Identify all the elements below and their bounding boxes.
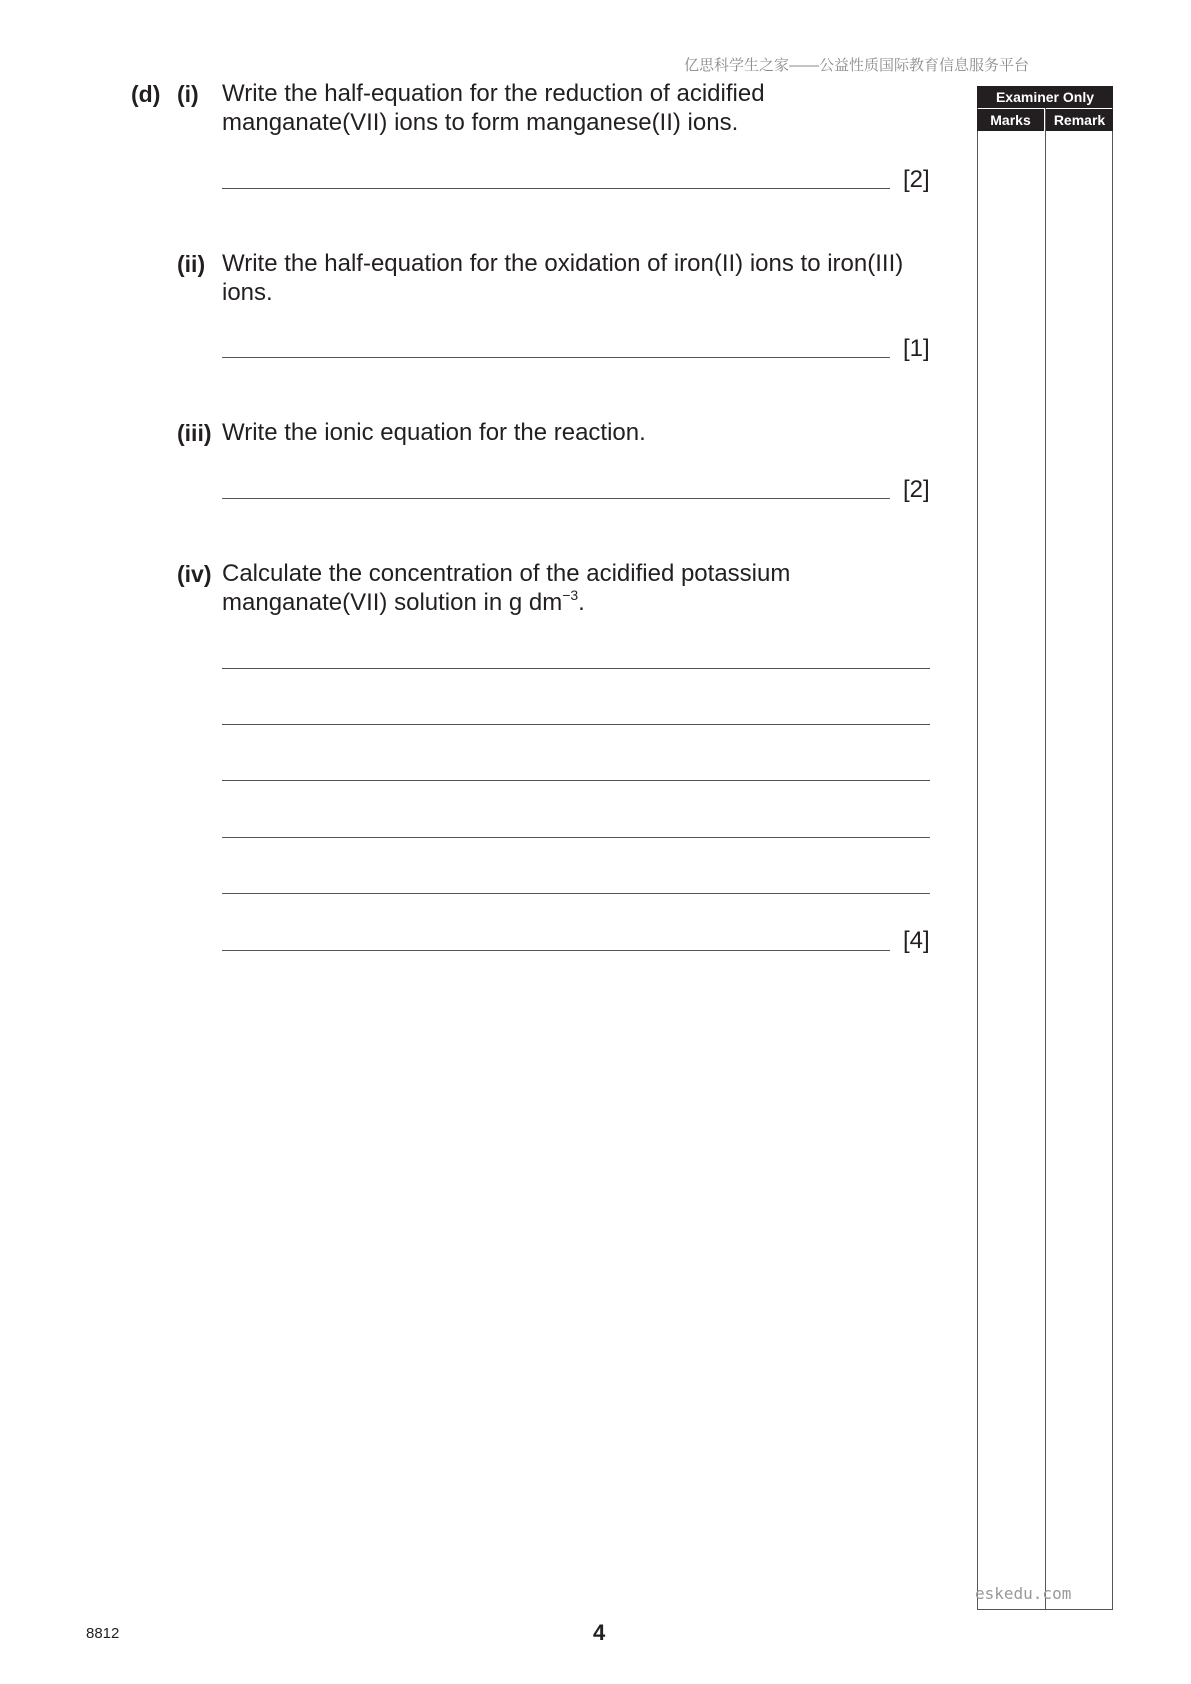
marks-iv: [4] [903,927,930,954]
answer-line[interactable] [222,357,890,358]
question-iv-line2-text: manganate(VII) solution in g dm [222,589,563,616]
question-iv-line2 [222,589,585,617]
paper-code: 8812 [86,1625,120,1642]
question-i-line1: Write the half-equation for the reduction of acidified [222,80,765,107]
question-iv-line1: Calculate the concentration of the acidified potassium [222,560,791,587]
remark-column-header: Remark [1046,109,1113,131]
question-iii-line1: Write the ionic equation for the reaction. [222,419,646,446]
answer-line[interactable] [222,668,930,669]
subpart-label-i: (i) [177,81,199,107]
answer-line[interactable] [222,893,930,894]
subpart-label-iii: (iii) [177,420,212,446]
question-ii-line1: Write the half-equation for the oxidation of iron(II) ions to iron(III) [222,250,904,277]
answer-line[interactable] [222,837,930,838]
question-ii-line2: ions. [222,279,273,306]
answer-line[interactable] [222,950,890,951]
marks-i: [2] [903,166,930,193]
page-number: 4 [593,1620,606,1645]
answer-line[interactable] [222,498,890,499]
marks-iii: [2] [903,476,930,503]
marks-ii: [1] [903,335,930,362]
examiner-only-header: Examiner Only [977,86,1113,108]
question-i-line2: manganate(VII) ions to form manganese(II) ions. [222,109,739,136]
examiner-column-divider [1045,108,1046,1610]
subpart-label-ii: (ii) [177,251,206,277]
part-label: (d) [131,81,161,107]
header-watermark: 亿思科学生之家——公益性质国际教育信息服务平台 [684,57,1030,74]
answer-line[interactable] [222,724,930,725]
answer-line[interactable] [222,780,930,781]
question-iv-line2-end: . [578,589,585,616]
subpart-label-iv: (iv) [177,561,212,587]
answer-line[interactable] [222,188,890,189]
footer-watermark: eskedu.com [975,1584,1072,1603]
unit-exponent: −3 [562,587,579,603]
marks-column-header: Marks [977,109,1044,131]
